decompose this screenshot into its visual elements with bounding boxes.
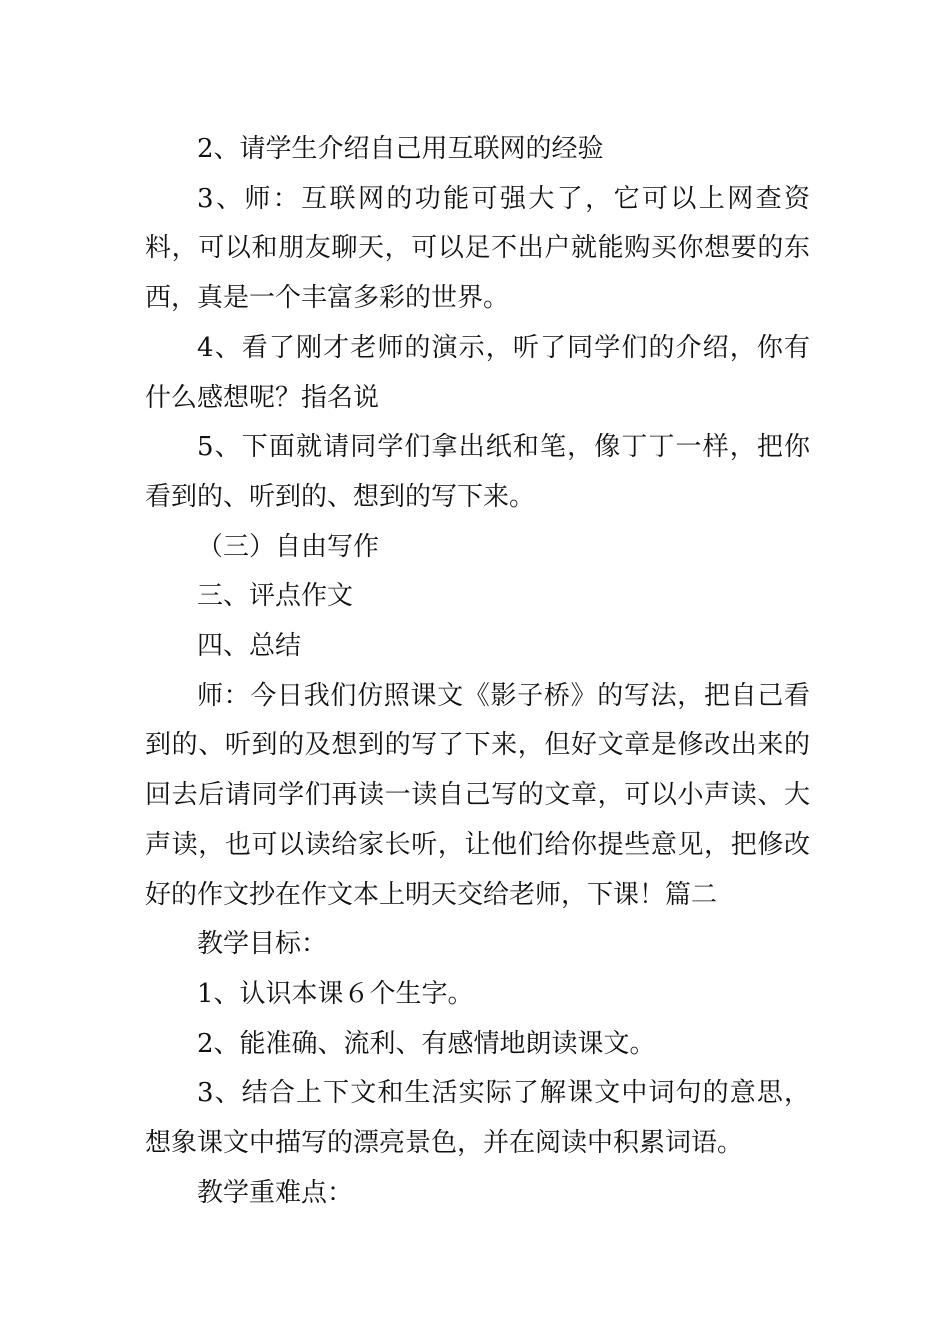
document-body [145,125,810,1218]
heading-teaching-goals: 教学目标： [197,929,328,960]
paragraph-3: 4、看了刚才老师的演示，听了同学们的介绍，你有什么感想呢？指名说 [145,332,810,413]
goal-3: 3、结合上下文和生活实际了解课文中词句的意思，想象课文中描写的漂亮景色，并在阅读中积累词语。 [145,1078,810,1159]
goal-2: 2、能准确、流利、有感情地朗读课文。 [197,1028,656,1059]
section-free-writing: （三）自由写作 [197,531,380,562]
heading-key-difficulties: 教学重难点： [197,1177,354,1208]
section-review: 三、评点作文 [197,581,354,612]
paragraph-1: 2、请学生介绍自己用互联网的经验 [197,134,604,164]
goal-1: 1、认识本课６个生字。 [197,978,474,1009]
section-summary: 四、总结 [197,631,302,662]
paragraph-2: 3、师：互联网的功能可强大了，它可以上网查资料，可以和朋友聊天，可以足不出户就能购买你想要的东西，真是一个丰富多彩的世界。 [145,183,810,314]
paragraph-4: 5、下面就请同学们拿出纸和笔，像丁丁一样，把你看到的、听到的、想到的写下来。 [145,432,810,512]
paragraph-teacher-summary: 师：今日我们仿照课文《影子桥》的写法，把自己看到的、听到的及想到的写了下来，但好文章是修改出来的回去后请同学们再读一读自己写的文章，可以小声读、大声读，也可以读给家长听，让他们给你提些意见，把修改好的作文抄在作文本上明天交给老师，下课！篇二 [145,680,810,910]
